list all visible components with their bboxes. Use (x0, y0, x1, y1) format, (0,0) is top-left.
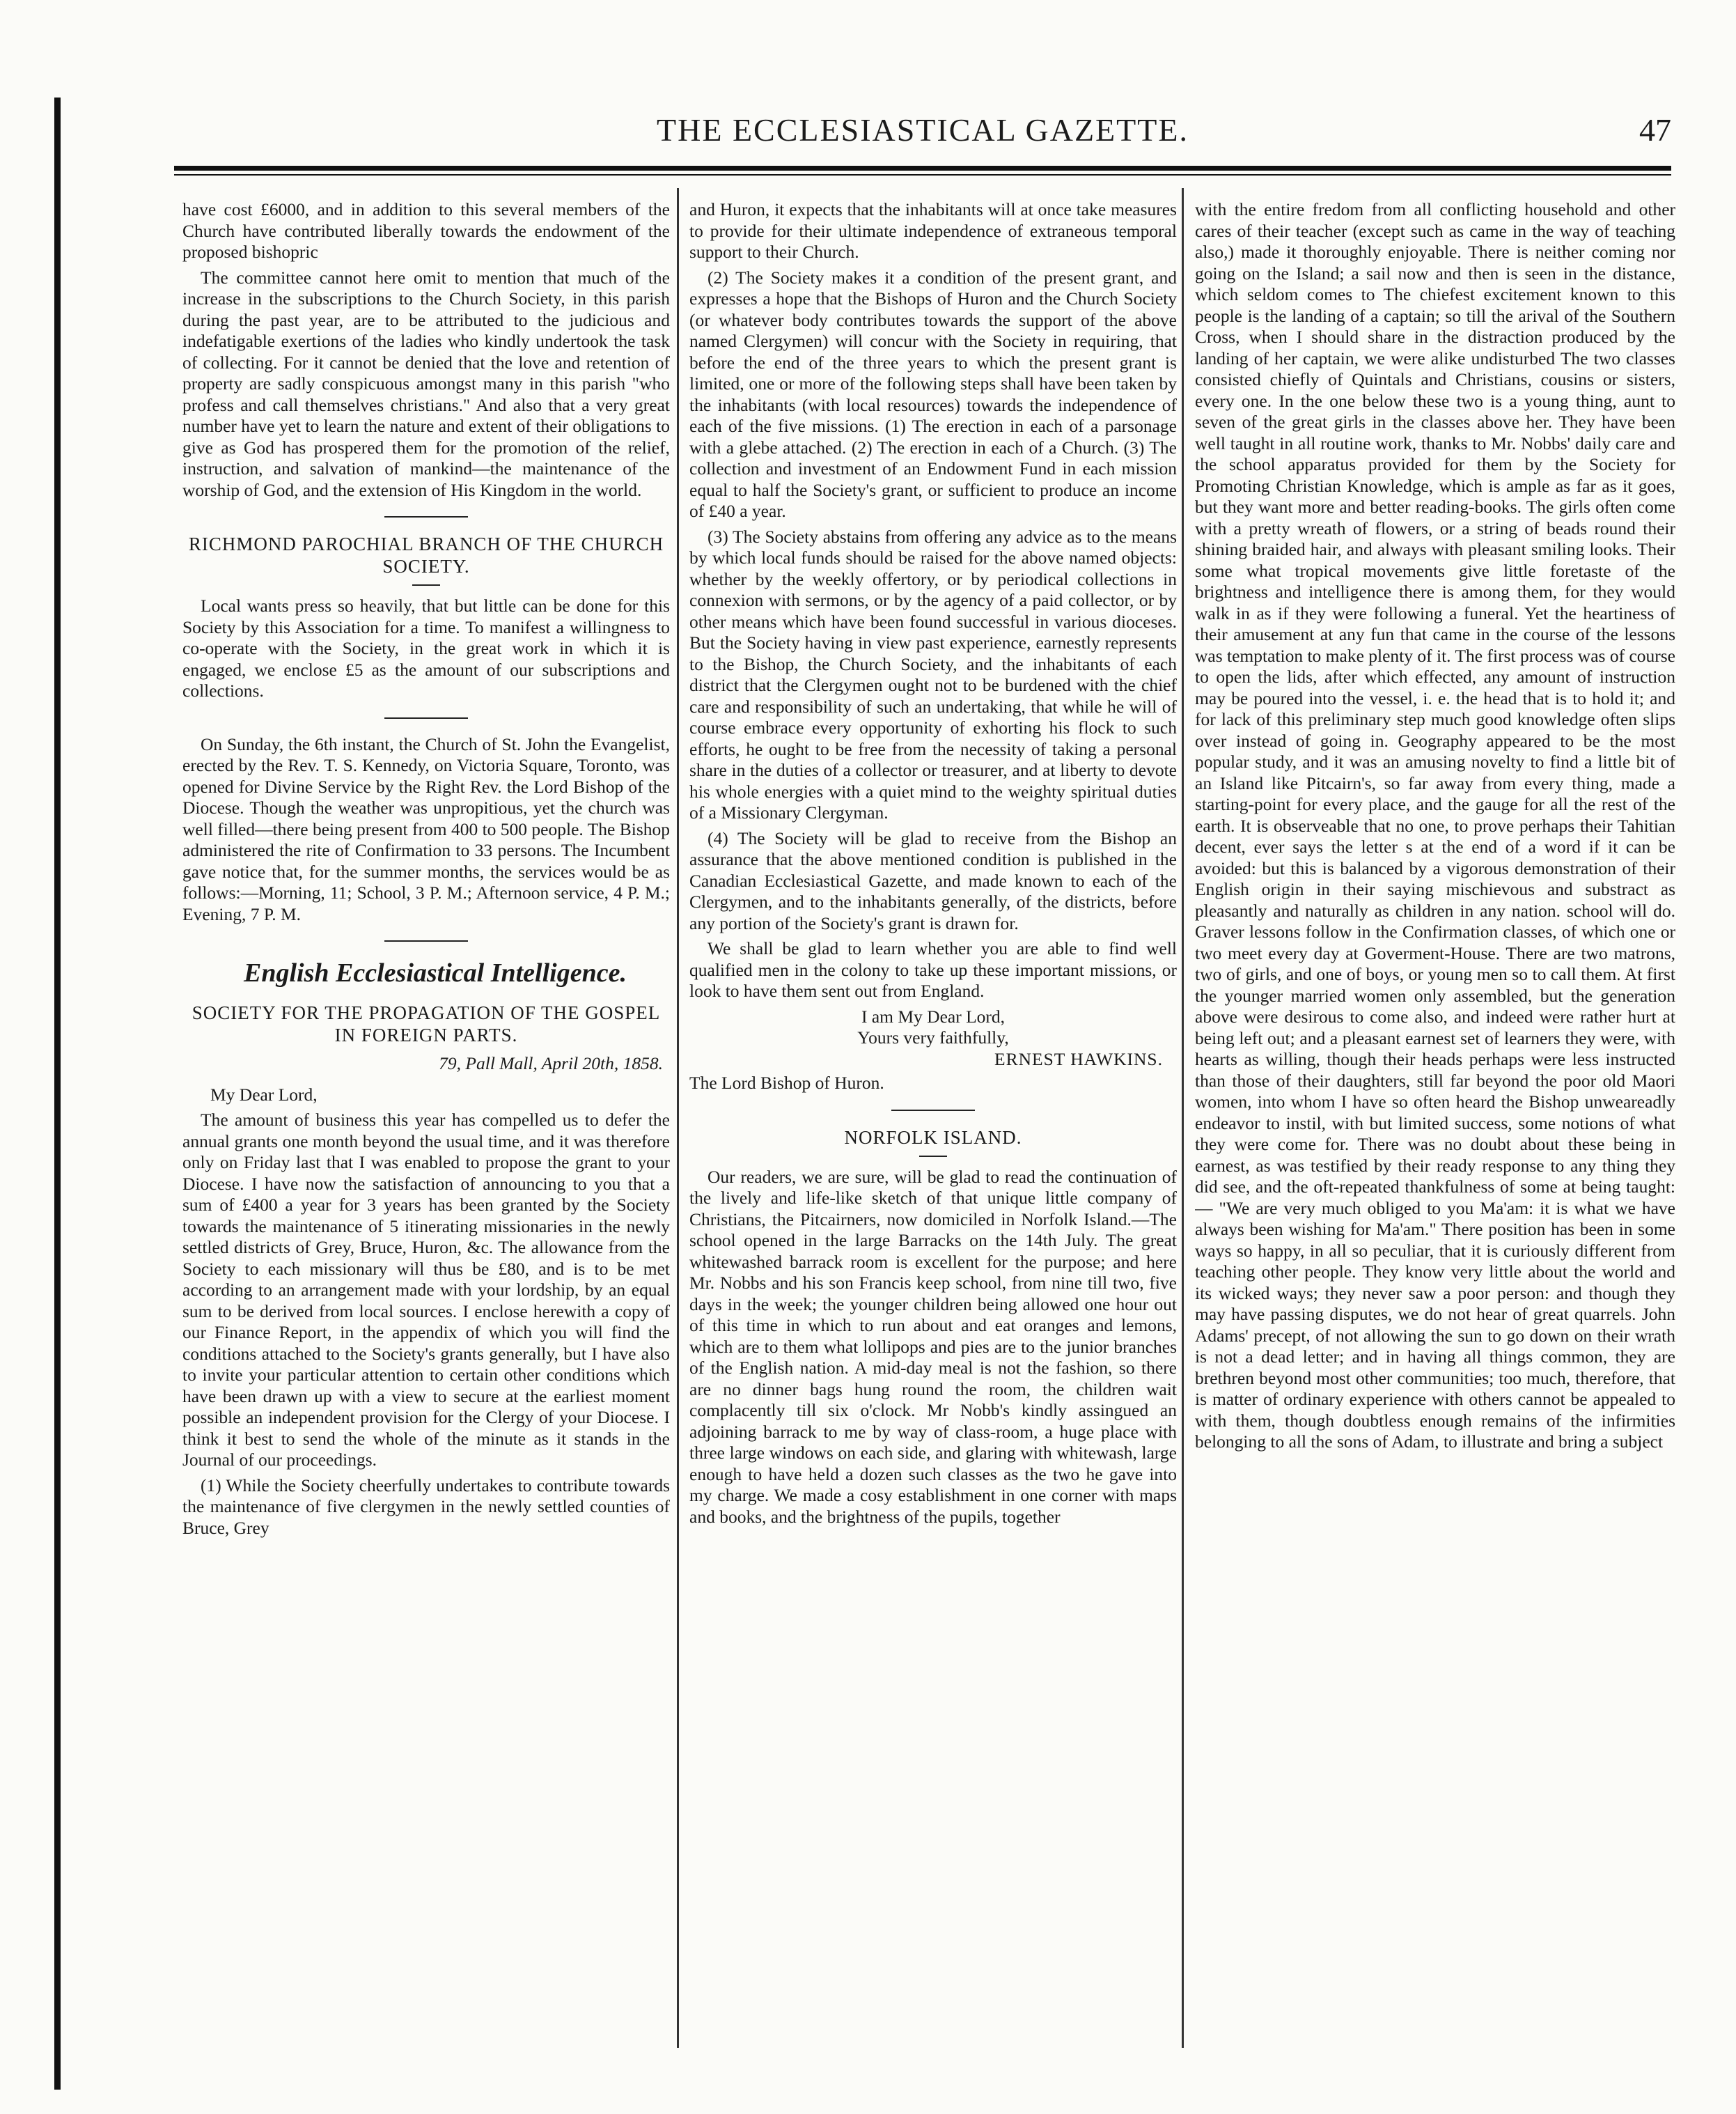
section-divider (384, 516, 468, 518)
column-2 (689, 199, 1177, 2052)
letter-closing: I am My Dear Lord, (861, 1006, 1006, 1027)
article-paragraph: We shall be glad to learn whether you are able to find well qualified men in the colony to take up these important missions, or look to have them sent out from England. (689, 938, 1177, 1001)
article-paragraph: (3) The Society abstains from offering any advice as to the means by which local funds should be raised for the above named objects: whether by the weekly offertory, or by periodical collections in connexion with sermons, or by the agency of a paid collector, or by other means which have been found successful in various dioceses. But the Society having in view past experience, earnestly represents to the Bishop, the Church Society, and the inhabitants of each district that the Clergymen ought not to be burdened with the chief care and responsibility of such an undertaking, that while he will of course embrace every opportunity of exhorting his flock to such efforts, he ought to be free from the necessity of taking a personal share in the duties of a collector or treasurer, and at liberty to devote his whole energies with a quiet mind to the weighty spiritual duties of a Missionary Clergyman. (689, 526, 1177, 823)
section-heading: RICHMOND PAROCHIAL BRANCH OF THE CHURCH SOCIETY. (188, 534, 664, 577)
article-paragraph: Our readers, we are sure, will be glad to read the continuation of the lively and life-like sketch of that unique little company of Christians, the Pitcairners, now domiciled in Norfolk Island.—The school opened in the large Barracks on the 14th July. The great whitewashed barrack room is excellent for the purpose; and here Mr. Nobbs and his son Francis keep school, from nine till two, five days in the week; the younger children being allowed one hour out of this time in which to run about and eat oranges and lemons, which are to them what lollipops and pies are to the junior branches of the English nation. A mid-day meal is not the fashion, so there are no dinner bags hung round the room, the children wait complacently till six o'clock. Mr Nobb's kindly assingued an adjoining barrack to me by way of class-room, a huge place with three large windows on each side, and glaring with whitewash, large enough to have held a dozen such classes as the two he gave into my charge. We made a cosy establishment in one corner with maps and books, and the brightness of the pupils, together (689, 1166, 1177, 1527)
article-paragraph: (2) The Society makes it a condition of the present grant, and expresses a hope that the Bishops of Huron and the Church Society (or whatever body contributes towards the support of the above named Clergymen) will concur with the Society in requiring, that before the end of the three years to which the present grant is limited, one or more of the following steps shall have been taken by the inhabitants (with local resources) towards the independence of each of the five missions. (1) The erection in each of a parsonage with a glebe attached. (2) The erection in each of a Church. (3) The collection and investment of an Endowment Fund in each mission equal to half the Society's grant, or sufficient to produce an income of £40 a year. (689, 267, 1177, 521)
section-heading: NORFOLK ISLAND. (844, 1126, 1022, 1148)
column-3 (1195, 199, 1675, 2052)
letter-closing: Yours very faithfully, (857, 1027, 1009, 1048)
heading-dash (919, 1156, 947, 1157)
letter-salutation: My Dear Lord, (210, 1084, 318, 1105)
article-paragraph: have cost £6000, and in addition to this several members of the Church have contributed liberally towards the endowment of the proposed bishopric (182, 199, 670, 262)
letter-signature: ERNEST HAWKINS. (994, 1048, 1163, 1069)
article-paragraph: On Sunday, the 6th instant, the Church of St. John the Evangelist, erected by the Rev. T. S. Kennedy, on Victoria Square, Toronto, was opened for Divine Service by the Right Rev. the Lord Bishop of the Diocese. Though the weather was unpropitious, yet the church was well filled—there being present from 400 to 500 people. The Bishop administered the rite of Confirmation to 33 persons. The Incumbent gave notice that, for the summer months, the services would be as follows:—Morning, 11; School, 3 P. M.; Afternoon service, 4 P. M.; Evening, 7 P. M. (182, 733, 670, 924)
column-divider (1182, 188, 1184, 2048)
article-paragraph: (1) While the Society cheerfully undertakes to contribute towards the maintenance of five clergymen in the newly settled counties of Bruce, Grey (182, 1475, 670, 1538)
article-paragraph: Local wants press so heavily, that but little can be done for this Society by this Association for a time. To manifest a willingness to co-operate with the Society, in the great work in which it is engaged, we enclose £5 as the amount of our subscriptions and collections. (182, 596, 670, 701)
section-masthead: English Ecclesiastical Intelligence. (244, 958, 627, 988)
article-paragraph: The committee cannot here omit to mention that much of the increase in the subscriptions to the Church Society, in this parish during the past year, are to be attributed to the judicious and indefatigable exertions of the ladies who kindly undertook the task of collecting. For it cannot be denied that the love and retention of property are sadly conspicuous amongst many in this parish "who profess and call themselves christians." And also that a very great number have yet to learn the nature and extent of their obligations to give as God has prospered them for the promotion of the relief, instruction, and salvation of mankind—the maintenance of the worship of God, and the extension of His Kingdom in the world. (182, 267, 670, 500)
page-header (174, 111, 1671, 174)
article-paragraph: with the entire fredom from all conflicting household and other cares of their teacher (except such as came in the way of teaching also,) made it thoroughly enjoyable. There is neither coming nor going on the Island; a sail now and then is seen in the distance, which seldom comes to The chiefest excitement known to this people is the landing of a captain; so till the arival of the Southern Cross, when I should share in the distraction produced by the landing of her captain, we were alike undisturbed The two classes consisted chiefly of Quintals and Christians, cousins or sisters, every one. In the one below these two is a young thing, aunt to seven of the great girls in the classes above her. They have been well taught in all routine work, thanks to Mr. Nobbs' daily care and the school apparatus provided for them by the Society for Promoting Christian Knowledge, which is ample as far as it goes, but they want more and better reading-books. The girls often come with a pretty wreath of flowers, or a string of beads round their shining braided hair, and always with pleasant smiling looks. Their some what tropical movements give little foretaste of the brightness and intelligence there is among them, for they would walk in as if they were following a funeral. Yet the heartiness of their amusement at any fun that came in the course of the lessons was temptation to make plenty of it. The first process was of course to open the lids, after which effected, any amount of instruction may be poured into the vessel, i. e. the head that is to hold it; and for lack of this preliminary step much good knowledge often slips over instead of going in. Geography appeared to be the most popular study, and it was an amusing novelty to find a little bit of an Island like Pitcairn's, so far away from every thing, made a starting-point for every place, and the gauge for all the rest of the earth. It is observeable that no one, to prove perhaps their Tahitian decent, ever says the letter s at the end of a word if it can be avoided: but this is balanced by a vigorous demonstration of their English origin in their saying mischievous and substract as pleasantly and naturally as children in any nation. school will do. Graver lessons follow in the Confirmation classes, of which one or two meet every day at Goverment-House. There are two matrons, two of girls, and one of boys, or young men so to call them. At first the younger married women only assembled, but the generation above were desirous to come also, and indeed were rather hurt at being left out; and a pleasant earnest set of learners they were, with hearts as willing, though their heads perhaps were less instructed than those of their daughters, still far beyond the poor old Maori women, into whom I have so often heard the Bishop unweareadly endeavor to instil, with but limited success, some notions of what they were come for. There was no doubt about these being in earnest, as was testified by their ready response to any thing they did see, and the oft-repeated thankfulness of some at being taught:— "We are very much obliged to you Ma'am: it is what we have always been wishing for Ma'am." There position has been in some ways so happy, in all so peculiar, that it is curiously different from teaching other people. They know very little about the world and its wicked ways; they never saw a poor person: and though they may have passing disputes, we do not hear of great quarrels. John Adams' precept, of not allowing the sun to go down on their wrath is not a dead letter; and in having all things common, they are brethren beyond most other communities; too much, therefore, that is matter of ordinary experience with others cannot be appealed to with them, though doubtless enough remains of the infirmities belonging to all the sons of Adam, to illustrate and bring a subject (1195, 199, 1675, 1452)
column-divider (677, 188, 679, 2048)
heading-dash (412, 584, 440, 586)
column-1 (182, 199, 670, 2052)
page-number: 47 (1639, 112, 1671, 148)
article-paragraph: The amount of business this year has compelled us to defer the annual grants one month beyond the usual time, and it was therefore only on Friday last that I was enabled to propose the grant to your Diocese. I have now the satisfaction of announcing to you that a sum of £400 a year for 3 years has been granted by the Society towards the maintenance of 5 itinerating missionaries in the newly settled districts of Grey, Bruce, Huron, &c. The allowance from the Society to each missionary will thus be £80, and is to be met according to an arrangement made with your lordship, by an equal sum to be derived from local sources. I enclose herewith a copy of our Finance Report, in the appendix of which you will find the conditions attached to the Society's grants generally, but I have also to invite your particular attention to certain other conditions which have been drawn up with a view to secure at the earliest moment possible an independent provision for the Clergy of your Diocese. I think it best to send the whole of the minute as it stands in the Journal of our proceedings. (182, 1110, 670, 1470)
header-rule-thick (174, 166, 1671, 171)
running-title: THE ECCLESIASTICAL GAZETTE. (657, 112, 1189, 148)
binding-edge-rule (54, 98, 61, 2090)
header-rule-thin (174, 174, 1671, 176)
letter-dateline: 79, Pall Mall, April 20th, 1858. (439, 1053, 663, 1073)
section-divider (384, 940, 468, 942)
letter-addressee: The Lord Bishop of Huron. (689, 1073, 884, 1093)
article-paragraph: (4) The Society will be glad to receive from the Bishop an assurance that the above mentioned condition is published in the Canadian Ecclesiastical Gazette, and made known to each of the Clergymen, and to the inhabitants generally, of the districts, before any portion of the Society's grant is drawn for. (689, 827, 1177, 933)
section-heading: SOCIETY FOR THE PROPAGATION OF THE GOSPEL IN FOREIGN PARTS. (191, 1002, 661, 1046)
article-paragraph: and Huron, it expects that the inhabitants will at once take measures to provide for their ultimate independence of extraneous temporal support to their Church. (689, 199, 1177, 262)
section-divider (891, 1110, 975, 1111)
section-divider (384, 717, 468, 719)
